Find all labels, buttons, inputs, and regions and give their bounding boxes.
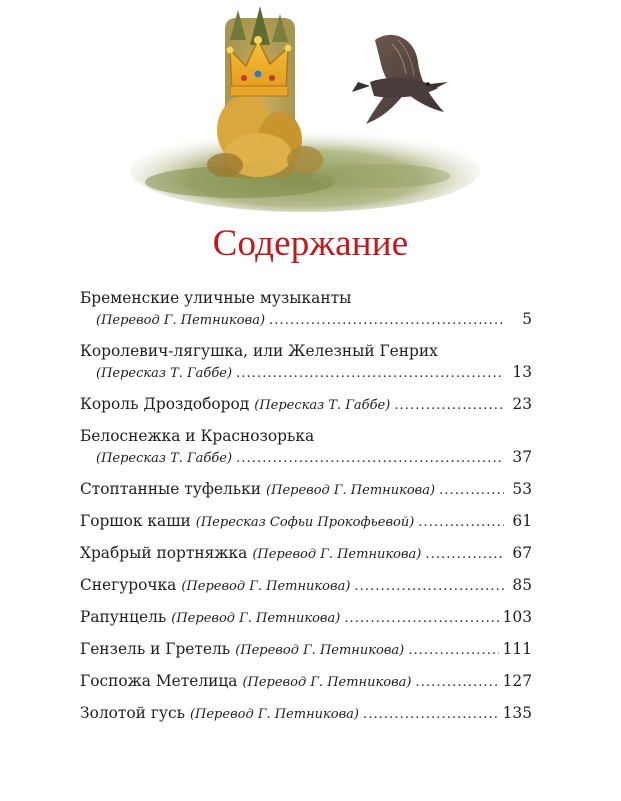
page-number: 85 bbox=[512, 576, 532, 594]
entry-title: Белоснежка и Краснозорька bbox=[80, 427, 315, 445]
entry-title: Золотой гусь bbox=[80, 704, 185, 722]
toc-entry[interactable] bbox=[80, 426, 532, 469]
crown-and-bird-illustration-icon bbox=[130, 0, 490, 240]
dot-leader bbox=[394, 395, 504, 416]
page-number: 13 bbox=[512, 363, 532, 381]
entry-credit: (Пересказ Т. Габбе) bbox=[96, 451, 233, 466]
toc-entry[interactable] bbox=[80, 575, 532, 597]
entry-credit: (Перевод Г. Петникова) bbox=[96, 313, 266, 328]
dot-leader bbox=[439, 480, 504, 501]
entry-credit: (Перевод Г. Петникова) bbox=[266, 483, 436, 498]
dot-leader bbox=[408, 640, 498, 661]
entry-credit: (Перевод Г. Петникова) bbox=[171, 611, 341, 626]
page-number: 37 bbox=[512, 448, 532, 466]
dot-leader bbox=[236, 363, 504, 384]
dot-leader bbox=[425, 544, 504, 565]
page-number: 67 bbox=[512, 544, 532, 562]
dot-leader bbox=[354, 576, 504, 597]
dot-leader bbox=[236, 448, 504, 469]
page-number: 5 bbox=[522, 310, 532, 328]
dot-leader bbox=[344, 608, 498, 629]
page-number: 53 bbox=[512, 480, 532, 498]
entry-credit: (Пересказ Т. Габбе) bbox=[254, 398, 391, 413]
entry-credit: (Перевод Г. Петникова) bbox=[235, 643, 405, 658]
page-number: 135 bbox=[502, 704, 532, 722]
toc-entry[interactable] bbox=[80, 607, 532, 629]
page-number: 103 bbox=[502, 608, 532, 626]
entry-credit: (Перевод Г. Петникова) bbox=[189, 707, 359, 722]
dot-leader bbox=[363, 704, 499, 725]
entry-credit: (Перевод Г. Петникова) bbox=[242, 675, 412, 690]
page-number: 23 bbox=[512, 395, 532, 413]
toc-entry[interactable] bbox=[80, 703, 532, 725]
entry-title: Снегурочка bbox=[80, 576, 177, 594]
toc-entry[interactable] bbox=[80, 543, 532, 565]
entry-credit: (Пересказ Т. Габбе) bbox=[96, 366, 233, 381]
toc-entry[interactable] bbox=[80, 341, 532, 384]
toc-entry[interactable] bbox=[80, 639, 532, 661]
entry-title: Госпожа Метелица bbox=[80, 672, 238, 690]
entry-title: Рапунцель bbox=[80, 608, 167, 626]
page-number: 127 bbox=[502, 672, 532, 690]
dot-leader bbox=[418, 512, 504, 533]
page-number: 61 bbox=[512, 512, 532, 530]
entry-credit: (Пересказ Софьи Прокофьевой) bbox=[195, 515, 415, 530]
dot-leader bbox=[415, 672, 498, 693]
toc-entry[interactable] bbox=[80, 671, 532, 693]
entry-title: Стоптанные туфельки bbox=[80, 480, 262, 498]
entry-title: Королевич-лягушка, или Железный Генрих bbox=[80, 342, 438, 360]
page-number: 111 bbox=[502, 640, 532, 658]
entry-title: Гензель и Гретель bbox=[80, 640, 231, 658]
entry-title: Горшок каши bbox=[80, 512, 191, 530]
toc-entry[interactable] bbox=[80, 394, 532, 416]
table-of-contents bbox=[80, 288, 532, 725]
entry-title: Король Дроздобород bbox=[80, 395, 250, 413]
page-title: Содержание bbox=[212, 223, 409, 264]
entry-credit: (Перевод Г. Петникова) bbox=[252, 547, 422, 562]
toc-entry[interactable] bbox=[80, 511, 532, 533]
toc-entry[interactable] bbox=[80, 288, 532, 331]
entry-title: Храбрый портняжка bbox=[80, 544, 248, 562]
toc-entry[interactable] bbox=[80, 479, 532, 501]
bird-icon bbox=[352, 35, 448, 124]
entry-credit: (Перевод Г. Петникова) bbox=[181, 579, 351, 594]
entry-title: Бременские уличные музыканты bbox=[80, 289, 352, 307]
dot-leader bbox=[269, 310, 504, 331]
